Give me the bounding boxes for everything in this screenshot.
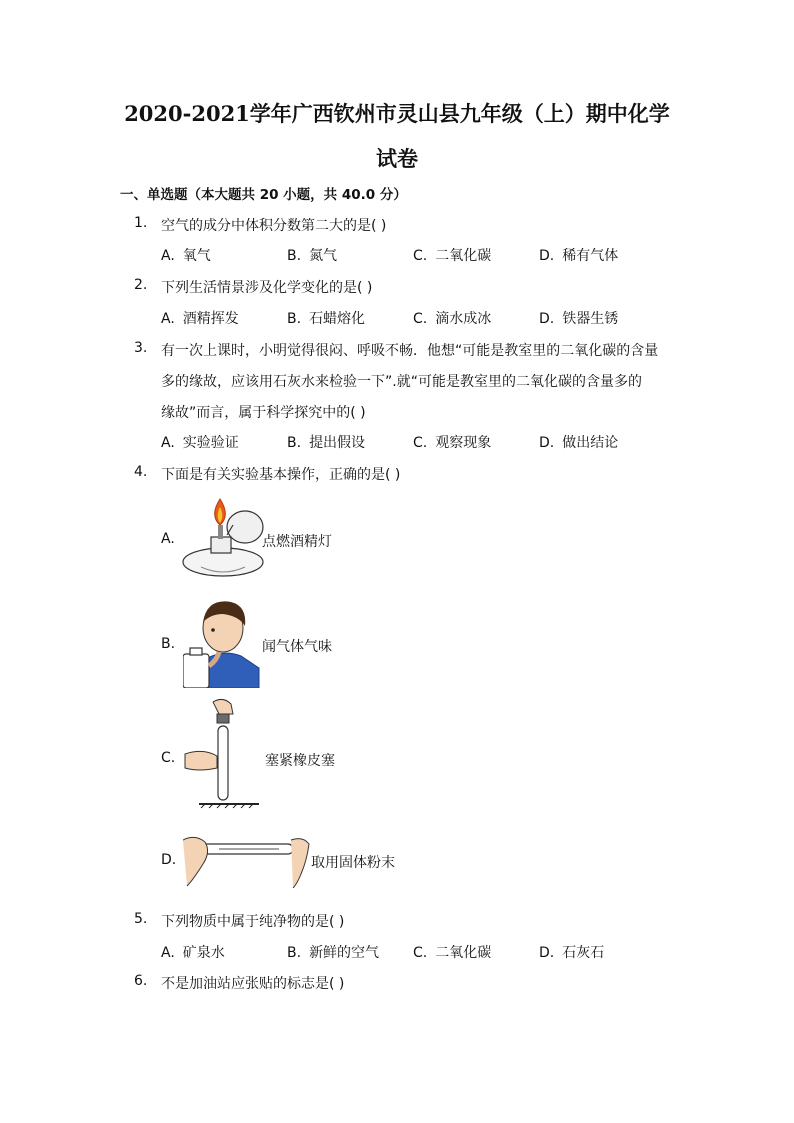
option-a[interactable]: A. 氧气 — [161, 248, 211, 264]
question-number: 3. — [134, 340, 148, 356]
question-3-options — [161, 432, 681, 452]
question-number: 2. — [134, 277, 148, 293]
page-title-line-1: 2020-2021学年广西钦州市灵山县九年级（上）期中化学 — [124, 101, 670, 126]
option-d[interactable]: D. 稀有气体 — [539, 248, 619, 264]
option-c[interactable]: C. 二氧化碳 — [413, 945, 492, 961]
option-c[interactable]: C. 观察现象 — [413, 435, 492, 451]
question-text-line-3: 缘故”而言，属于科学探究中的( ) — [161, 405, 366, 421]
question-5-options — [161, 942, 681, 962]
option-d[interactable]: D. 石灰石 — [539, 945, 605, 961]
option-a[interactable]: A. 实验验证 — [161, 435, 239, 451]
question-text-line-2: 多的缘故，应该用石灰水来检验一下”.就“可能是教室里的二氧化碳的含量多的 — [161, 374, 642, 390]
question-text-line-1: 有一次上课时，小明觉得很闷、呼吸不畅．他想“可能是教室里的二氧化碳的含量 — [161, 343, 659, 359]
option-d[interactable]: D. 铁器生锈 — [539, 311, 619, 327]
option-d[interactable]: D. 做出结论 — [539, 435, 619, 451]
question-text: 下面是有关实验基本操作，正确的是( ) — [161, 467, 401, 483]
question-1-options — [161, 245, 681, 265]
option-b[interactable]: B. 提出假设 — [287, 435, 366, 451]
page-title-line-2: 试卷 — [376, 146, 418, 171]
question-text: 不是加油站应张贴的标志是( ) — [161, 976, 345, 992]
question-2-options — [161, 308, 681, 328]
option-c[interactable]: C. 二氧化碳 — [413, 248, 492, 264]
option-a[interactable]: A. 酒精挥发 — [161, 311, 239, 327]
question-number: 1. — [134, 215, 148, 231]
option-a[interactable]: A. 矿泉水 — [161, 945, 225, 961]
section-header: 一、单选题（本大题共 20 小题，共 40.0 分） — [120, 187, 407, 203]
question-number: 5. — [134, 911, 148, 927]
question-number: 4. — [134, 464, 148, 480]
option-b[interactable]: B. 石蜡熔化 — [287, 311, 366, 327]
smelling-gas-image — [183, 596, 261, 688]
alcohol-lamp-image — [179, 495, 269, 581]
question-text: 空气的成分中体积分数第二大的是( ) — [161, 218, 387, 234]
question-text: 下列生活情景涉及化学变化的是( ) — [161, 280, 373, 296]
option-b[interactable]: B. 氮气 — [287, 248, 338, 264]
test-tube-stopper-image — [183, 698, 263, 814]
option-b[interactable]: B. 新鲜的空气 — [287, 945, 380, 961]
powder-spatula-image — [183, 830, 313, 888]
question-number: 6. — [134, 973, 148, 989]
question-text: 下列物质中属于纯净物的是( ) — [161, 914, 345, 930]
option-c[interactable]: C. 滴水成冰 — [413, 311, 492, 327]
